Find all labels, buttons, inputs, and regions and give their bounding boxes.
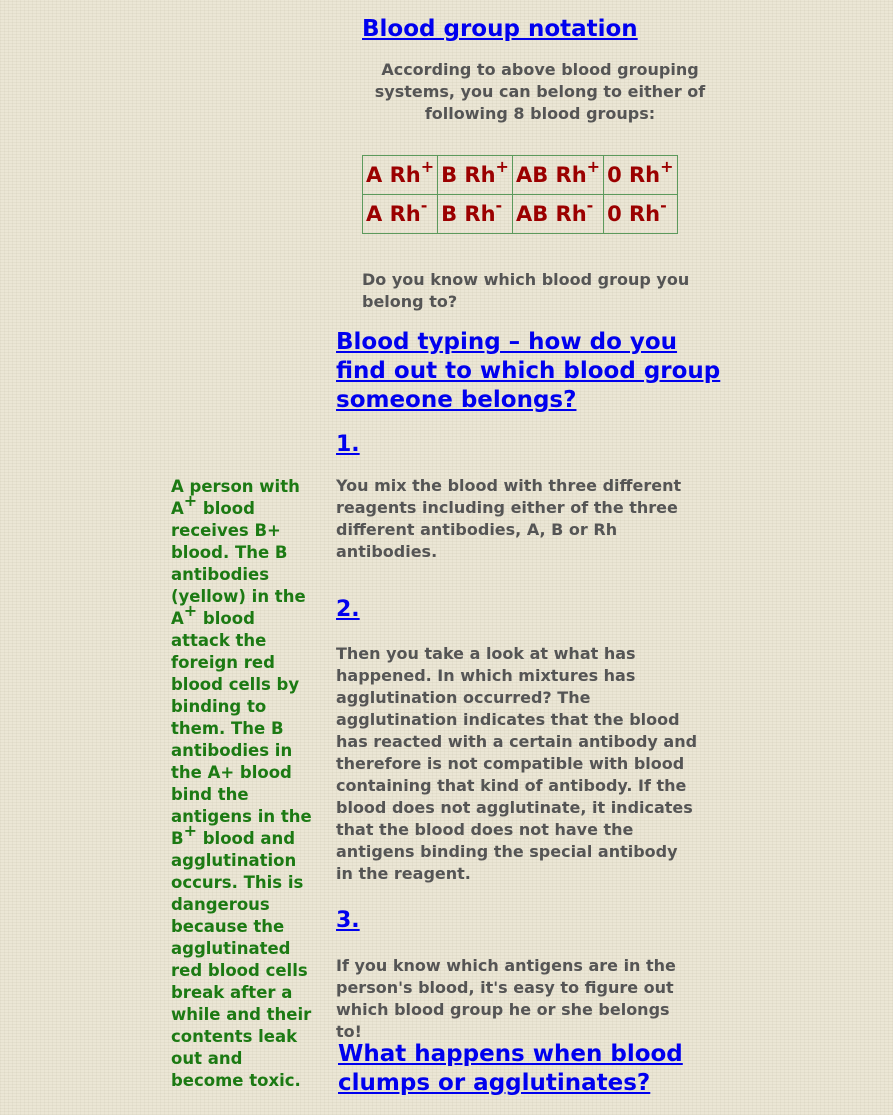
blood-group-label: A Rh [366, 202, 421, 226]
step-1-text: You mix the blood with three different reagents including either of the three different antibodies, A, B or Rh antibodies. [336, 476, 682, 561]
blood-groups-row [363, 195, 678, 234]
caption-part-4: blood and agglutination occurs. This is dangerous because the agglutinated red blood cells break after a while and their contents leak out and become toxic. [171, 829, 312, 1090]
blood-group-cell [363, 156, 438, 195]
blood-groups-row [363, 156, 678, 195]
rh-sign: + [495, 157, 509, 176]
caption-part-3: blood attack the foreign red blood cells by binding to them. The B antibodies in the A+ blood bind the antigens in the B [171, 609, 312, 848]
rh-sign: + [420, 157, 435, 176]
agglutination-caption [171, 476, 317, 1092]
blood-group-cell [512, 195, 603, 234]
blood-group-cell [438, 156, 513, 195]
blood-group-label: 0 Rh [607, 163, 661, 187]
blood-group-label: 0 Rh [607, 202, 661, 226]
caption-part-1: A person with A [171, 477, 300, 518]
blood-group-cell [438, 195, 513, 234]
blood-groups-table [362, 155, 678, 234]
rh-sign: - [495, 196, 503, 215]
blood-group-cell [363, 195, 438, 234]
blood-group-label: AB Rh [515, 202, 587, 226]
step-2-number[interactable]: 2. [336, 597, 360, 622]
rh-sign: - [660, 196, 667, 215]
rh-sign: + [660, 157, 674, 176]
caption-sup-3: + [183, 820, 197, 840]
blood-group-question: Do you know which blood group you belong to? [362, 270, 690, 311]
step-1-number[interactable]: 1. [336, 432, 360, 457]
rh-sign: + [586, 157, 601, 176]
blood-group-label: B Rh [441, 202, 496, 226]
rh-sign: - [586, 196, 594, 215]
blood-group-cell [604, 195, 677, 234]
rh-sign: - [420, 196, 428, 215]
caption-sup-2: + [183, 600, 198, 620]
blood-group-label: A Rh [366, 163, 421, 187]
step-2-text: Then you take a look at what has happened. In which mixtures has agglutination occurred? The agglutination indicates that the blood has reacted with a certain antibody and therefore is not compatible with blood containing that kind of antibody. If the blood does not agglutinate, it indicates that the blood does not have the antigens binding the special antibody in the reagent. [336, 644, 698, 883]
blood-group-label: AB Rh [515, 163, 587, 187]
blood-group-cell [512, 156, 603, 195]
caption-sup-1: + [183, 490, 198, 510]
blood-group-label: B Rh [441, 163, 496, 187]
step-3-number[interactable]: 3. [336, 908, 360, 933]
blood-typing-heading[interactable]: Blood typing – how do you find out to which blood group someone belongs? [336, 329, 721, 413]
blood-clumps-heading[interactable]: What happens when blood clumps or agglutinates? [338, 1041, 683, 1096]
caption-part-2: blood receives B+ blood. The B antibodies (yellow) in the A [171, 499, 306, 628]
step-3-text: If you know which antigens are in the person's blood, it's easy to figure out which blood group he or she belongs to! [336, 956, 676, 1041]
blood-group-notation-heading[interactable]: Blood group notation [362, 16, 638, 42]
blood-group-cell [604, 156, 677, 195]
intro-text: According to above blood grouping systems, you can belong to either of following 8 blood groups: [374, 60, 706, 123]
